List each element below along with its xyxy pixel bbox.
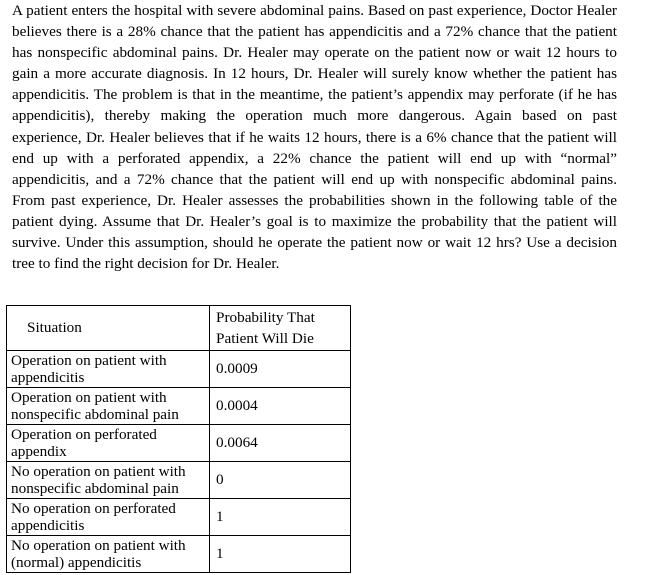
probability-cell: 0.0004 <box>210 388 351 425</box>
situation-cell: No operation on patient with nonspecific abdominal pain <box>7 462 210 499</box>
situation-cell: No operation on perforated appendicitis <box>7 499 210 536</box>
probability-cell: 0 <box>210 462 351 499</box>
table-row <box>7 462 351 499</box>
header-probability: Probability That Patient Will Die <box>210 306 351 351</box>
probability-cell: 1 <box>210 499 351 536</box>
table-row <box>7 425 351 462</box>
situation-cell: No operation on patient with (normal) appendicitis <box>7 536 210 573</box>
table-row <box>7 499 351 536</box>
situation-cell: Operation on perforated appendix <box>7 425 210 462</box>
problem-statement: A patient enters the hospital with severe abdominal pains. Based on past experience, Doctor Healer believes there is a 28% chance that the patient has appendicitis and a 72% chance that the patient has nonspecific abdominal pains. Dr. Healer may operate on the patient now or wait 12 hours to gain a more accurate diagnosis. In 12 hours, Dr. Healer will surely know whether the patient has appendicitis. The problem is that in the meantime, the patient’s appendix may perforate (if he has appendicitis), thereby making the operation much more dangerous. Again based on past experience, Dr. Healer believes that if he waits 12 hours, there is a 6% chance that the patient will end up with a perforated appendix, a 22% chance the patient will end up with “normal” appendicitis, and a 72% chance that the patient will end up with nonspecific abdominal pains. From past experience, Dr. Healer assesses the probabilities shown in the following table of the patient dying. Assume that Dr. Healer’s goal is to maximize the probability that the patient will survive. Under this assumption, should he operate the patient now or wait 12 hrs? Use a decision tree to find the right decision for Dr. Healer. <box>12 2 617 273</box>
table-header-row <box>7 306 351 351</box>
probability-cell: 1 <box>210 536 351 573</box>
situation-cell: Operation on patient with appendicitis <box>7 351 210 388</box>
probability-cell: 0.0009 <box>210 351 351 388</box>
probability-cell: 0.0064 <box>210 425 351 462</box>
table-row <box>7 536 351 573</box>
probability-table <box>6 305 351 573</box>
header-situation: Situation <box>7 306 210 351</box>
table-row <box>7 351 351 388</box>
table-row <box>7 388 351 425</box>
situation-cell: Operation on patient with nonspecific abdominal pain <box>7 388 210 425</box>
